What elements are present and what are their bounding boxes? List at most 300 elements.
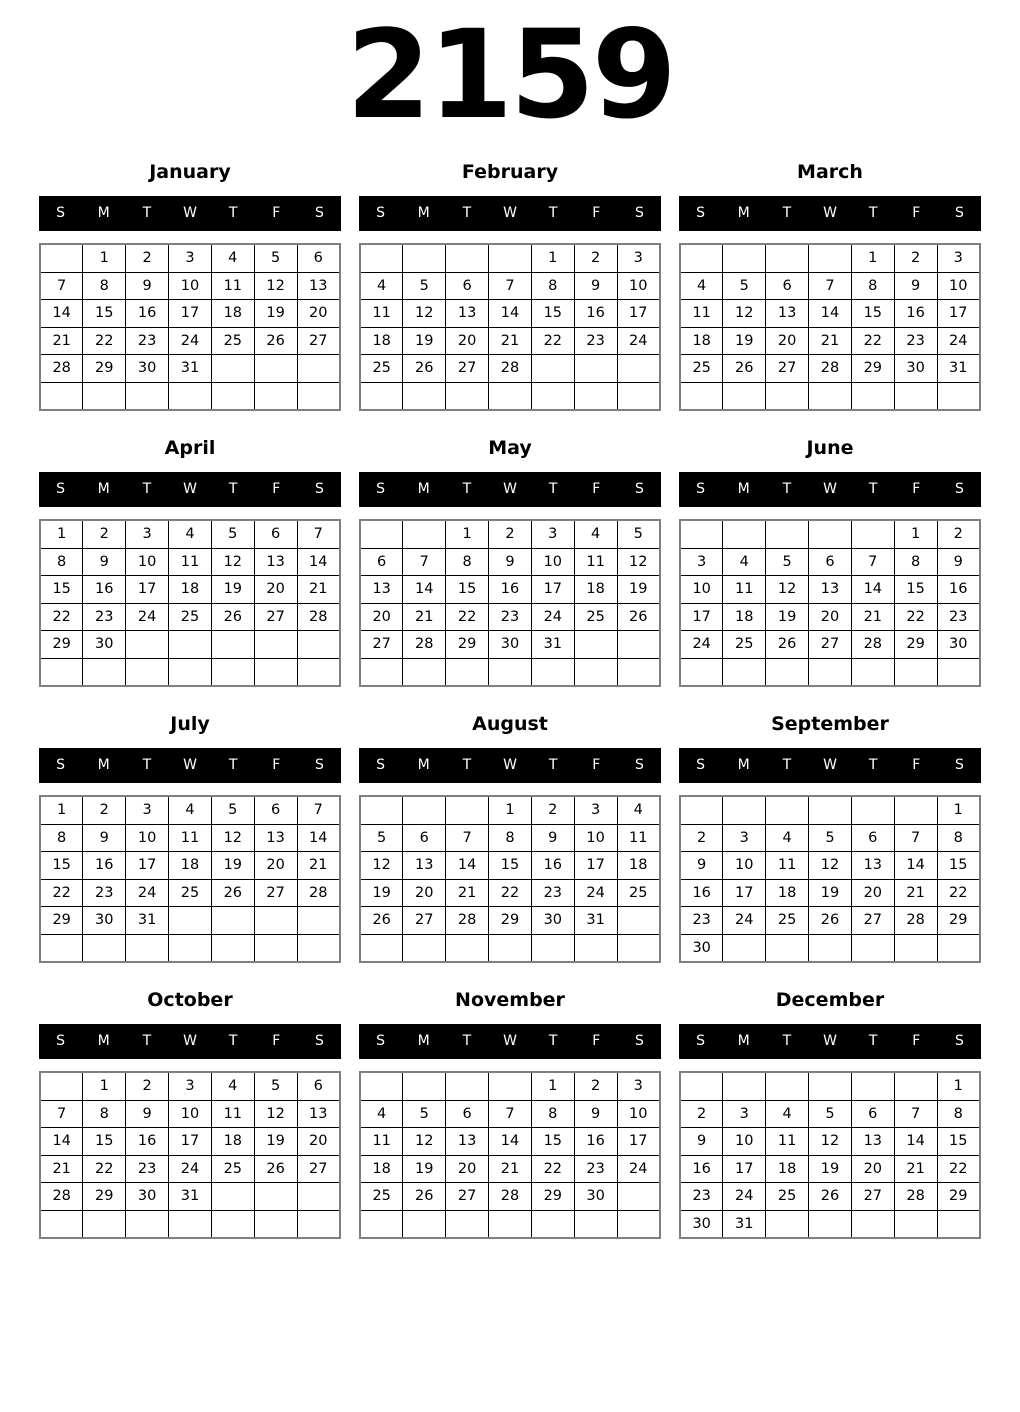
week-row: [680, 879, 980, 907]
day-cell: 12: [766, 576, 809, 604]
month-days-table: [679, 243, 981, 411]
day-cell: 25: [723, 631, 766, 659]
day-cell: 31: [169, 355, 212, 383]
weekday-header: [359, 748, 661, 783]
week-row: [40, 244, 340, 272]
weekday-label: M: [737, 757, 750, 773]
day-cell: 28: [297, 603, 340, 631]
day-cell: 25: [211, 327, 254, 355]
week-row: [680, 658, 980, 686]
month-title: May: [488, 437, 532, 459]
day-cell: 15: [40, 576, 83, 604]
week-row: [360, 548, 660, 576]
day-cell: 13: [446, 1128, 489, 1156]
month-may: [359, 436, 661, 687]
month-title: November: [455, 989, 565, 1011]
week-row: [680, 1210, 980, 1238]
day-cell-empty: [531, 355, 574, 383]
day-cell-empty: [126, 658, 169, 686]
day-cell: 22: [83, 1155, 126, 1183]
day-cell: 29: [531, 1183, 574, 1211]
day-cell: 9: [680, 1128, 723, 1156]
day-cell: 4: [766, 824, 809, 852]
day-cell: 9: [126, 1100, 169, 1128]
day-cell: 23: [937, 603, 980, 631]
day-cell: 30: [489, 631, 532, 659]
day-cell: 5: [617, 520, 660, 548]
day-cell: 30: [126, 1183, 169, 1211]
day-cell: 19: [403, 327, 446, 355]
day-cell: 28: [894, 1183, 937, 1211]
day-cell-empty: [680, 658, 723, 686]
day-cell: 2: [126, 1072, 169, 1100]
day-cell: 29: [894, 631, 937, 659]
day-cell: 19: [211, 852, 254, 880]
day-cell-empty: [574, 1210, 617, 1238]
day-cell-empty: [766, 382, 809, 410]
day-cell: 29: [937, 1183, 980, 1211]
day-cell-empty: [40, 1210, 83, 1238]
day-cell: 31: [937, 355, 980, 383]
day-cell-empty: [766, 244, 809, 272]
day-cell: 20: [297, 1128, 340, 1156]
weekday-header: [359, 1024, 661, 1059]
weekday-label: F: [272, 757, 281, 773]
day-cell: 18: [574, 576, 617, 604]
day-cell: 16: [531, 852, 574, 880]
day-cell: 8: [937, 824, 980, 852]
day-cell: 21: [446, 879, 489, 907]
weekday-label: M: [417, 757, 430, 773]
day-cell: 4: [574, 520, 617, 548]
week-row: [680, 548, 980, 576]
day-cell: 9: [574, 1100, 617, 1128]
weekday-label: T: [548, 205, 558, 221]
day-cell: 12: [723, 300, 766, 328]
day-cell-empty: [403, 934, 446, 962]
day-cell: 11: [169, 824, 212, 852]
day-cell-empty: [126, 1210, 169, 1238]
day-cell: 27: [254, 603, 297, 631]
day-cell: 20: [851, 1155, 894, 1183]
day-cell: 19: [254, 300, 297, 328]
day-cell: 27: [254, 879, 297, 907]
weekday-label: S: [696, 205, 706, 221]
day-cell: 3: [531, 520, 574, 548]
day-cell-empty: [297, 382, 340, 410]
weekday-label: F: [592, 205, 601, 221]
day-cell: 23: [83, 603, 126, 631]
day-cell: 15: [40, 852, 83, 880]
day-cell-empty: [894, 934, 937, 962]
week-row: [680, 520, 980, 548]
day-cell: 6: [254, 796, 297, 824]
day-cell: 14: [894, 1128, 937, 1156]
day-cell: 18: [169, 576, 212, 604]
day-cell: 3: [169, 1072, 212, 1100]
day-cell: 13: [297, 1100, 340, 1128]
week-row: [40, 1128, 340, 1156]
day-cell-empty: [169, 382, 212, 410]
day-cell: 12: [211, 548, 254, 576]
day-cell-empty: [937, 1210, 980, 1238]
month-title: March: [797, 161, 863, 183]
day-cell: 2: [894, 244, 937, 272]
day-cell: 20: [254, 852, 297, 880]
month-june: [679, 436, 981, 687]
weekday-label: F: [592, 757, 601, 773]
weekday-header: [39, 748, 341, 783]
day-cell: 25: [574, 603, 617, 631]
week-row: [40, 576, 340, 604]
day-cell: 14: [446, 852, 489, 880]
day-cell: 7: [851, 548, 894, 576]
weekday-label: M: [97, 757, 110, 773]
day-cell-empty: [531, 658, 574, 686]
day-cell-empty: [211, 382, 254, 410]
weekday-label: W: [183, 757, 197, 773]
day-cell: 26: [617, 603, 660, 631]
weekday-label: S: [634, 205, 644, 221]
day-cell: 25: [617, 879, 660, 907]
day-cell-empty: [360, 520, 403, 548]
week-row: [360, 382, 660, 410]
weekday-label: T: [228, 1033, 238, 1049]
month-days-table: [39, 519, 341, 687]
day-cell: 30: [937, 631, 980, 659]
weekday-label: S: [696, 757, 706, 773]
day-cell-empty: [809, 658, 852, 686]
day-cell-empty: [680, 1072, 723, 1100]
day-cell-empty: [403, 1210, 446, 1238]
day-cell: 4: [211, 244, 254, 272]
day-cell: 23: [126, 1155, 169, 1183]
day-cell: 27: [446, 1183, 489, 1211]
day-cell: 5: [211, 796, 254, 824]
weekday-header: [359, 196, 661, 231]
day-cell: 16: [489, 576, 532, 604]
day-cell-empty: [360, 1210, 403, 1238]
day-cell: 6: [297, 244, 340, 272]
day-cell-empty: [360, 796, 403, 824]
day-cell-empty: [723, 934, 766, 962]
weekday-label: T: [782, 757, 792, 773]
day-cell: 21: [809, 327, 852, 355]
day-cell-empty: [211, 631, 254, 659]
day-cell: 15: [531, 1128, 574, 1156]
day-cell: 16: [126, 1128, 169, 1156]
weekday-label: T: [142, 1033, 152, 1049]
day-cell: 8: [40, 548, 83, 576]
day-cell: 20: [851, 879, 894, 907]
day-cell: 7: [894, 1100, 937, 1128]
day-cell: 30: [894, 355, 937, 383]
day-cell-empty: [574, 934, 617, 962]
day-cell: 8: [531, 272, 574, 300]
day-cell: 4: [169, 796, 212, 824]
weekday-label: S: [314, 481, 324, 497]
day-cell-empty: [254, 355, 297, 383]
day-cell: 6: [297, 1072, 340, 1100]
month-february: [359, 160, 661, 411]
day-cell-empty: [680, 244, 723, 272]
day-cell: 18: [680, 327, 723, 355]
weekday-label: S: [954, 757, 964, 773]
day-cell: 24: [169, 327, 212, 355]
day-cell-empty: [723, 520, 766, 548]
day-cell: 10: [169, 272, 212, 300]
weekday-label: T: [228, 757, 238, 773]
day-cell: 22: [531, 327, 574, 355]
weekday-label: S: [634, 757, 644, 773]
week-row: [360, 1128, 660, 1156]
day-cell: 11: [360, 300, 403, 328]
day-cell: 22: [894, 603, 937, 631]
day-cell: 3: [723, 824, 766, 852]
day-cell-empty: [211, 355, 254, 383]
day-cell-empty: [211, 907, 254, 935]
day-cell-empty: [297, 1210, 340, 1238]
day-cell-empty: [83, 1210, 126, 1238]
month-title: September: [771, 713, 889, 735]
day-cell: 2: [489, 520, 532, 548]
day-cell-empty: [937, 658, 980, 686]
day-cell: 30: [83, 907, 126, 935]
day-cell: 8: [40, 824, 83, 852]
day-cell: 14: [297, 824, 340, 852]
day-cell: 12: [254, 272, 297, 300]
weekday-label: S: [376, 205, 386, 221]
day-cell: 3: [617, 244, 660, 272]
day-cell: 25: [766, 907, 809, 935]
day-cell: 6: [254, 520, 297, 548]
month-august: [359, 712, 661, 963]
day-cell: 11: [766, 1128, 809, 1156]
day-cell: 26: [254, 1155, 297, 1183]
weekday-label: S: [954, 481, 964, 497]
day-cell: 26: [723, 355, 766, 383]
day-cell-empty: [126, 934, 169, 962]
month-july: [39, 712, 341, 963]
weekday-label: T: [868, 757, 878, 773]
weekday-label: S: [634, 1033, 644, 1049]
day-cell: 17: [169, 1128, 212, 1156]
day-cell: 1: [40, 796, 83, 824]
day-cell-empty: [446, 1072, 489, 1100]
day-cell-empty: [617, 658, 660, 686]
day-cell: 6: [809, 548, 852, 576]
day-cell-empty: [766, 1210, 809, 1238]
week-row: [40, 852, 340, 880]
month-march: [679, 160, 981, 411]
day-cell: 5: [403, 1100, 446, 1128]
day-cell: 14: [40, 1128, 83, 1156]
day-cell: 27: [851, 1183, 894, 1211]
day-cell: 19: [809, 1155, 852, 1183]
day-cell-empty: [617, 1210, 660, 1238]
weekday-label: W: [183, 481, 197, 497]
day-cell-empty: [83, 658, 126, 686]
day-cell-empty: [723, 658, 766, 686]
day-cell-empty: [403, 244, 446, 272]
weekday-label: S: [56, 1033, 66, 1049]
day-cell: 1: [489, 796, 532, 824]
week-row: [40, 272, 340, 300]
day-cell: 27: [360, 631, 403, 659]
day-cell: 12: [617, 548, 660, 576]
day-cell: 6: [851, 824, 894, 852]
day-cell: 2: [680, 1100, 723, 1128]
day-cell: 29: [489, 907, 532, 935]
day-cell: 17: [937, 300, 980, 328]
day-cell: 4: [360, 1100, 403, 1128]
day-cell: 29: [83, 355, 126, 383]
day-cell: 14: [297, 548, 340, 576]
day-cell-empty: [937, 934, 980, 962]
day-cell: 25: [211, 1155, 254, 1183]
day-cell: 29: [851, 355, 894, 383]
day-cell-empty: [211, 1210, 254, 1238]
day-cell-empty: [680, 382, 723, 410]
day-cell: 14: [40, 300, 83, 328]
day-cell: 3: [937, 244, 980, 272]
week-row: [360, 1210, 660, 1238]
day-cell-empty: [894, 1072, 937, 1100]
week-row: [680, 1072, 980, 1100]
day-cell: 16: [574, 1128, 617, 1156]
day-cell-empty: [40, 1072, 83, 1100]
day-cell-empty: [297, 631, 340, 659]
day-cell: 17: [574, 852, 617, 880]
day-cell-empty: [169, 631, 212, 659]
day-cell-empty: [851, 934, 894, 962]
day-cell: 30: [574, 1183, 617, 1211]
day-cell: 13: [446, 300, 489, 328]
day-cell: 29: [937, 907, 980, 935]
week-row: [680, 934, 980, 962]
day-cell: 10: [531, 548, 574, 576]
day-cell: 27: [403, 907, 446, 935]
day-cell: 24: [723, 907, 766, 935]
day-cell: 25: [766, 1183, 809, 1211]
day-cell: 18: [211, 1128, 254, 1156]
day-cell: 6: [446, 1100, 489, 1128]
day-cell: 22: [83, 327, 126, 355]
day-cell: 10: [574, 824, 617, 852]
day-cell: 7: [489, 272, 532, 300]
day-cell: 28: [40, 355, 83, 383]
day-cell-empty: [809, 934, 852, 962]
day-cell: 4: [723, 548, 766, 576]
day-cell: 21: [297, 576, 340, 604]
month-days-table: [679, 795, 981, 963]
day-cell: 24: [169, 1155, 212, 1183]
day-cell-empty: [254, 1183, 297, 1211]
week-row: [680, 907, 980, 935]
day-cell-empty: [446, 1210, 489, 1238]
weekday-label: F: [912, 1033, 921, 1049]
day-cell: 17: [126, 852, 169, 880]
day-cell-empty: [489, 1210, 532, 1238]
weekday-label: S: [376, 481, 386, 497]
day-cell: 10: [617, 272, 660, 300]
day-cell: 15: [894, 576, 937, 604]
day-cell: 7: [403, 548, 446, 576]
day-cell: 18: [360, 327, 403, 355]
day-cell-empty: [766, 934, 809, 962]
day-cell: 7: [297, 520, 340, 548]
day-cell: 11: [680, 300, 723, 328]
day-cell: 16: [574, 300, 617, 328]
day-cell: 8: [446, 548, 489, 576]
day-cell: 15: [937, 852, 980, 880]
month-days-table: [39, 243, 341, 411]
day-cell: 28: [809, 355, 852, 383]
day-cell-empty: [297, 658, 340, 686]
day-cell: 8: [83, 1100, 126, 1128]
week-row: [40, 658, 340, 686]
day-cell: 19: [403, 1155, 446, 1183]
day-cell-empty: [680, 796, 723, 824]
day-cell: 1: [83, 1072, 126, 1100]
day-cell: 18: [211, 300, 254, 328]
day-cell: 31: [574, 907, 617, 935]
day-cell-empty: [360, 934, 403, 962]
week-row: [40, 1210, 340, 1238]
day-cell: 30: [126, 355, 169, 383]
weekday-label: F: [592, 1033, 601, 1049]
weekday-label: S: [314, 205, 324, 221]
day-cell: 22: [851, 327, 894, 355]
weekday-label: S: [696, 1033, 706, 1049]
day-cell-empty: [126, 631, 169, 659]
day-cell-empty: [531, 382, 574, 410]
day-cell-empty: [851, 658, 894, 686]
day-cell: 23: [680, 907, 723, 935]
day-cell: 28: [40, 1183, 83, 1211]
day-cell: 3: [126, 520, 169, 548]
week-row: [40, 631, 340, 659]
day-cell: 2: [574, 1072, 617, 1100]
week-row: [360, 520, 660, 548]
day-cell: 27: [297, 327, 340, 355]
week-row: [360, 1183, 660, 1211]
week-row: [360, 879, 660, 907]
day-cell-empty: [446, 934, 489, 962]
weekday-label: T: [228, 205, 238, 221]
weekday-label: W: [823, 481, 837, 497]
weekday-label: M: [417, 1033, 430, 1049]
day-cell: 20: [403, 879, 446, 907]
day-cell: 10: [169, 1100, 212, 1128]
weekday-label: W: [503, 205, 517, 221]
day-cell: 12: [809, 1128, 852, 1156]
day-cell-empty: [169, 658, 212, 686]
day-cell: 19: [254, 1128, 297, 1156]
day-cell: 15: [531, 300, 574, 328]
week-row: [360, 852, 660, 880]
day-cell: 24: [617, 327, 660, 355]
weekday-label: S: [696, 481, 706, 497]
weekday-label: S: [954, 205, 964, 221]
week-row: [680, 355, 980, 383]
month-days-table: [679, 1071, 981, 1239]
day-cell: 1: [446, 520, 489, 548]
day-cell: 23: [680, 1183, 723, 1211]
day-cell: 19: [723, 327, 766, 355]
day-cell-empty: [617, 1183, 660, 1211]
week-row: [360, 824, 660, 852]
